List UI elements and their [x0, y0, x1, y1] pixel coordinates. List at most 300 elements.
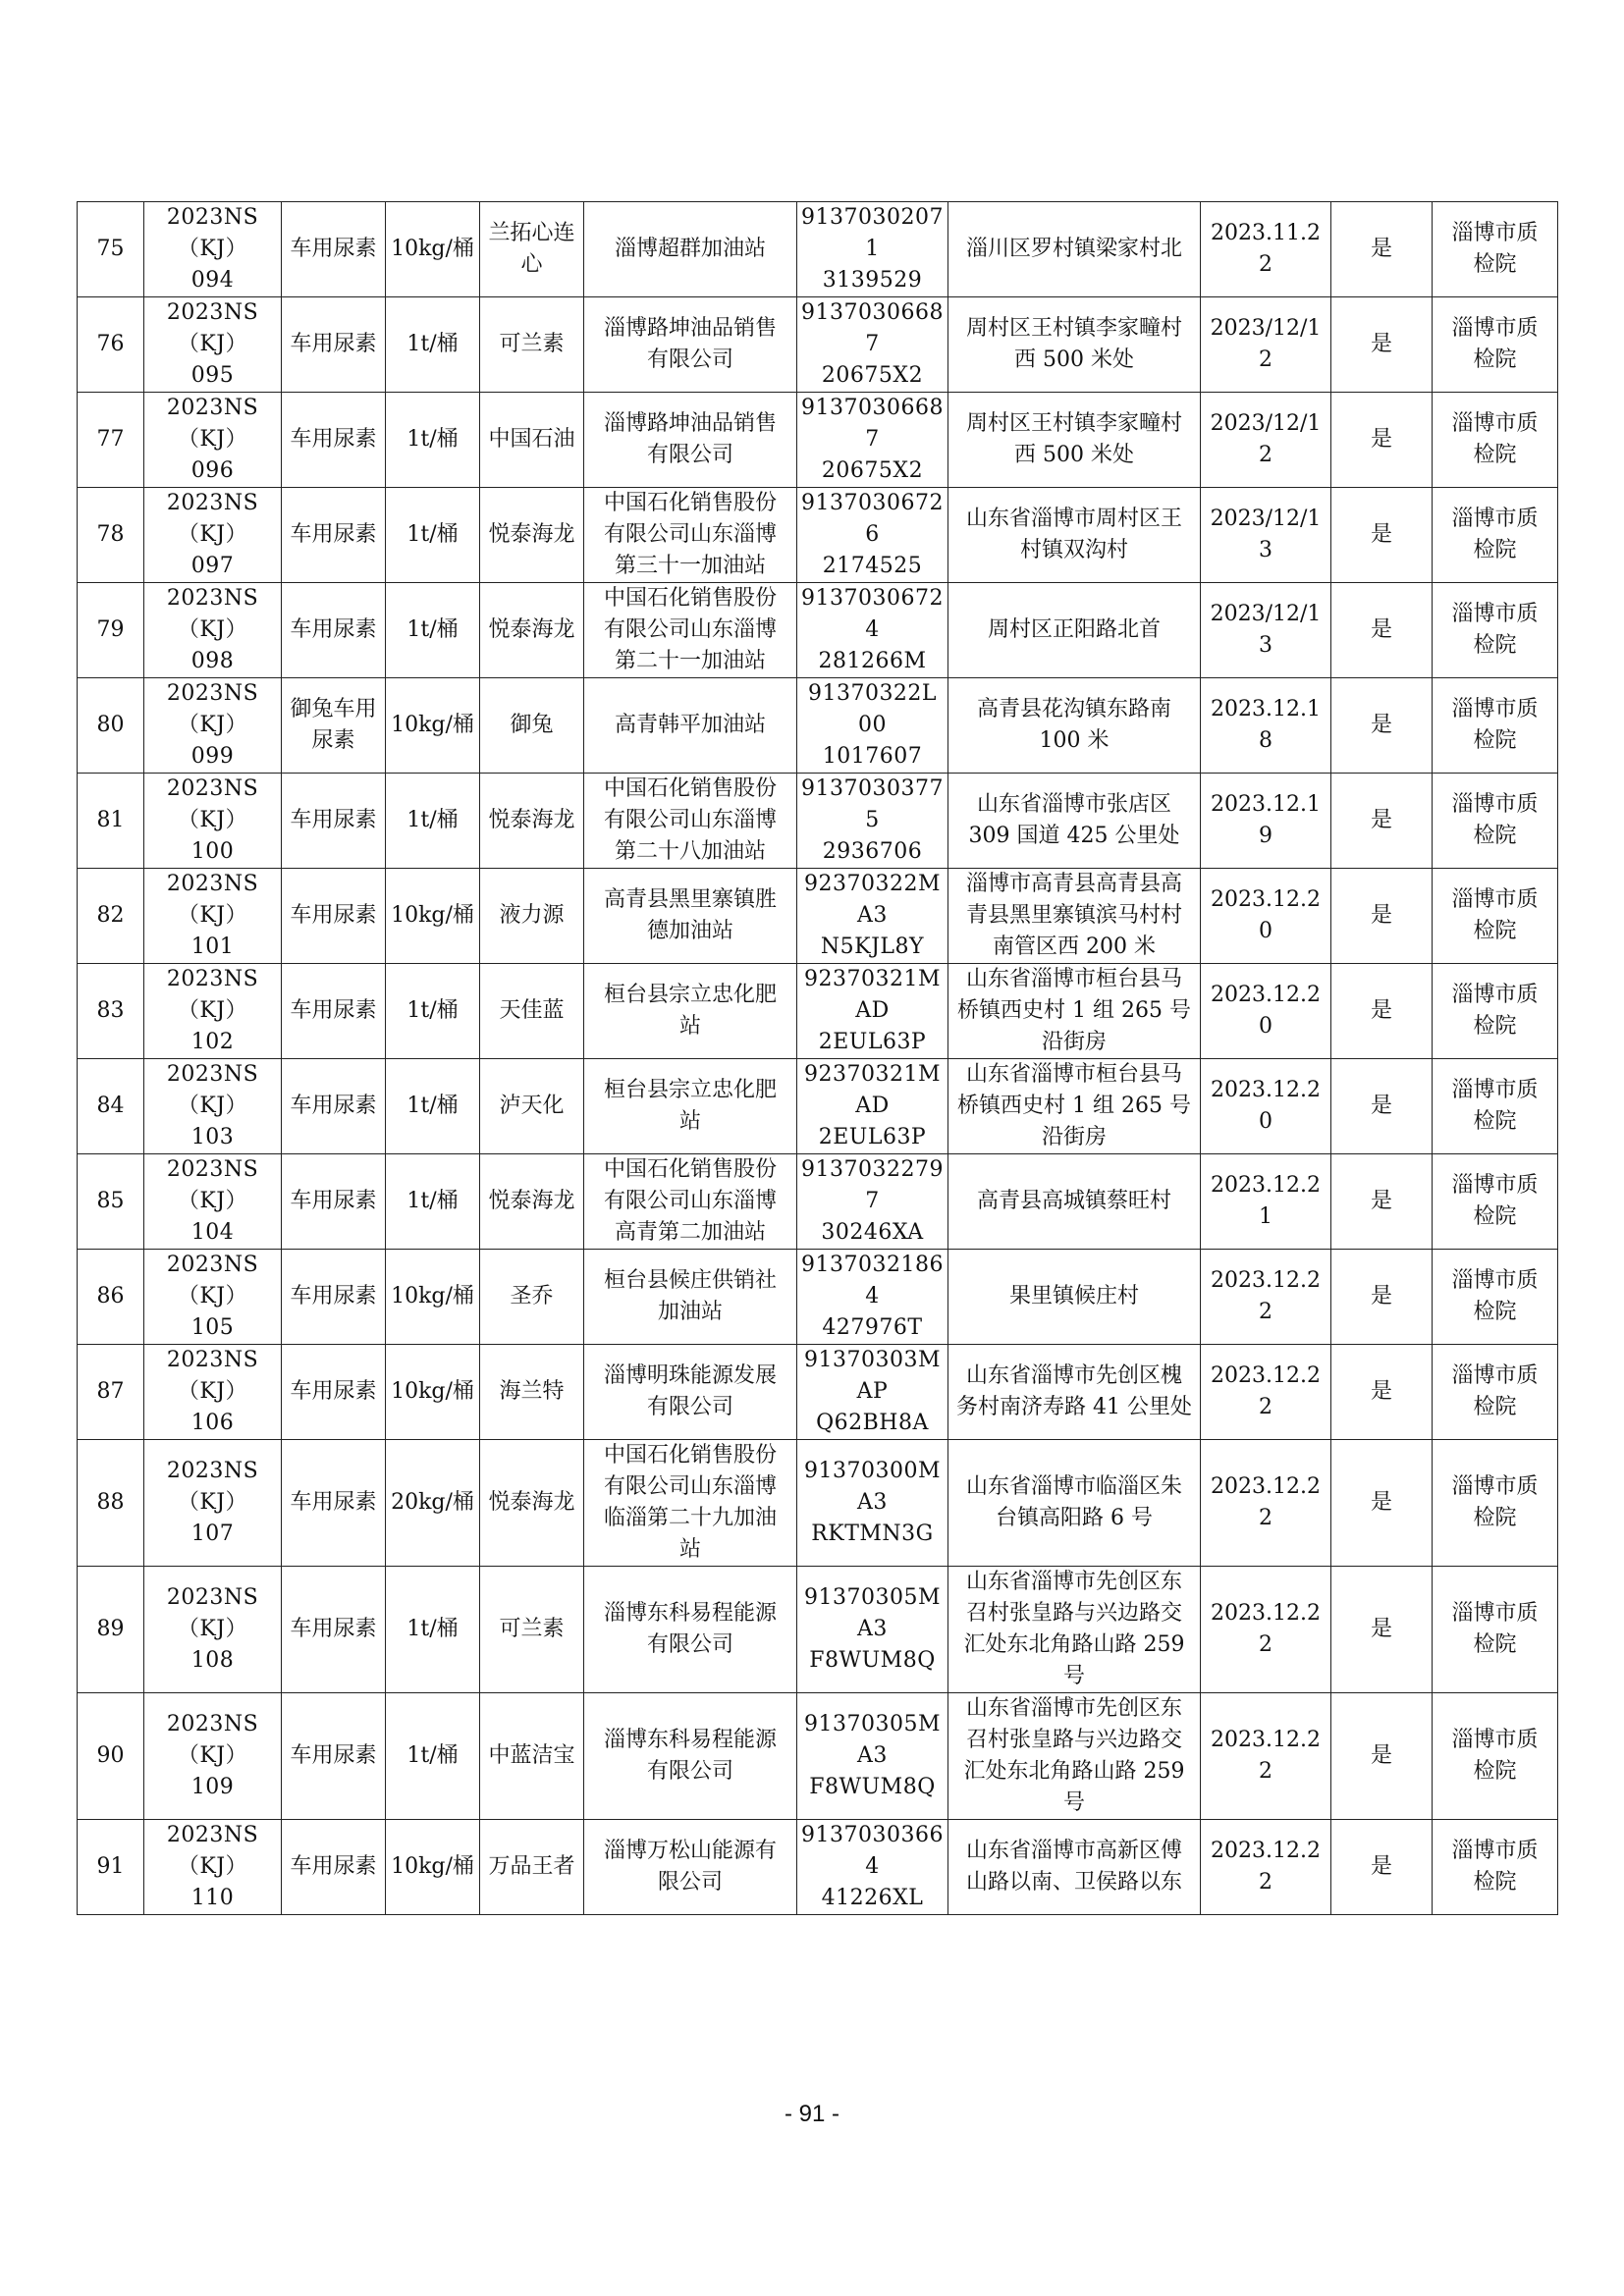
cell-serial-number: 86: [78, 1250, 144, 1345]
cell-sample-code: [144, 1345, 282, 1440]
cell-line: 车用尿素: [290, 1617, 377, 1641]
cell-line: 2023NS（KJ）: [166, 681, 259, 737]
cell-line: 车用尿素: [290, 903, 377, 928]
cell-address: [948, 1820, 1201, 1915]
cell-line: 中国石化销售股份: [603, 776, 777, 801]
cell-agency: [1433, 869, 1558, 964]
cell-qualified: 是: [1331, 1345, 1433, 1440]
cell-line: 检院: [1473, 538, 1517, 562]
cell-line: 098: [190, 649, 235, 673]
cell-sampling-date: 2023/12/12: [1201, 393, 1331, 488]
cell-line: 2023NS（KJ）: [166, 300, 259, 356]
cell-sample-code: [144, 774, 282, 869]
cell-sample-code: [144, 1693, 282, 1820]
cell-line: 山东省淄博市高新区傅: [965, 1839, 1182, 1863]
cell-line: 御兔: [510, 713, 554, 737]
cell-address: [948, 297, 1201, 393]
cell-agency: [1433, 488, 1558, 583]
table-row: [78, 1567, 1558, 1693]
cell-line: 沿街房: [1041, 1125, 1107, 1149]
cell-brand: [480, 393, 584, 488]
cell-line: 100: [190, 839, 235, 864]
cell-product-name: [282, 964, 386, 1059]
cell-line: 91370322L00: [807, 681, 938, 737]
cell-address: [948, 1440, 1201, 1567]
cell-line: 桓台县宗立忠化肥: [603, 983, 777, 1007]
cell-line: 淄博市质: [1451, 697, 1539, 721]
cell-sampling-date: 2023.11.22: [1201, 202, 1331, 297]
cell-line: 天佳蓝: [499, 998, 565, 1023]
cell-line: 泸天化: [499, 1094, 565, 1118]
cell-line: 107: [190, 1522, 235, 1546]
cell-sampling-date: 2023.12.20: [1201, 1059, 1331, 1154]
cell-line: 加油站: [657, 1300, 723, 1324]
cell-line: 淄博路坤油品销售: [603, 411, 777, 436]
cell-line: 检院: [1473, 1014, 1517, 1039]
cell-line: 车用尿素: [290, 1189, 377, 1213]
cell-serial-number: 90: [78, 1693, 144, 1820]
cell-line: 91370306724: [801, 586, 944, 642]
cell-line: 山东省淄博市先创区东: [965, 1696, 1182, 1721]
cell-line: 桥镇西史村 1 组 265 号: [957, 998, 1191, 1023]
cell-sampling-date: 2023.12.22: [1201, 1345, 1331, 1440]
cell-line: 中国石化销售股份: [603, 1443, 777, 1468]
cell-address: [948, 1059, 1201, 1154]
cell-line: 2023NS（KJ）: [166, 1823, 259, 1879]
cell-qualified: 是: [1331, 583, 1433, 678]
cell-line: 淄川区罗村镇梁家村北: [965, 237, 1182, 261]
cell-line: 2023NS（KJ）: [166, 1348, 259, 1404]
table-row: [78, 202, 1558, 297]
cell-line: 91370305MA3: [803, 1712, 941, 1768]
cell-serial-number: 78: [78, 488, 144, 583]
cell-line: 淄博明珠能源发展: [603, 1363, 777, 1388]
cell-line: 099: [190, 744, 235, 769]
cell-product-name: [282, 1820, 386, 1915]
cell-credit-code: [797, 297, 948, 393]
cell-line: 第二十一加油站: [614, 649, 766, 673]
cell-specification: 10kg/桶: [386, 1250, 480, 1345]
cell-brand: [480, 1693, 584, 1820]
cell-line: 悦泰海龙: [488, 1490, 575, 1515]
cell-line: 110: [190, 1886, 235, 1910]
cell-qualified: 是: [1331, 202, 1433, 297]
cell-qualified: 是: [1331, 1059, 1433, 1154]
cell-line: 桓台县宗立忠化肥: [603, 1078, 777, 1102]
cell-line: 92370321MAD: [803, 967, 941, 1023]
cell-line: 淄博市质: [1451, 1728, 1539, 1752]
cell-line: 万品王者: [488, 1854, 575, 1879]
cell-line: 山路以南、卫侯路以东: [965, 1870, 1182, 1895]
cell-line: 高青县黑里寨镇胜: [603, 887, 777, 912]
cell-line: 中国石化销售股份: [603, 1157, 777, 1182]
cell-line: 有限公司: [646, 1395, 733, 1419]
cell-credit-code: [797, 1059, 948, 1154]
cell-line: 可兰素: [499, 1617, 565, 1641]
cell-line: 淄博市质: [1451, 887, 1539, 912]
cell-line: 2023NS（KJ）: [166, 776, 259, 832]
cell-qualified: 是: [1331, 1820, 1433, 1915]
cell-qualified: 是: [1331, 1250, 1433, 1345]
table-row: [78, 488, 1558, 583]
cell-line: 109: [190, 1775, 235, 1799]
cell-credit-code: [797, 488, 948, 583]
cell-line: 务村南济寿路 41 公里处: [956, 1395, 1192, 1419]
cell-line: 淄博市质: [1451, 602, 1539, 626]
cell-sampled-unit: [584, 583, 797, 678]
cell-line: 101: [190, 934, 235, 959]
cell-qualified: 是: [1331, 1440, 1433, 1567]
cell-line: RKTMN3G: [811, 1522, 934, 1546]
cell-line: 车用尿素: [290, 1379, 377, 1404]
cell-sampling-date: 2023.12.22: [1201, 1440, 1331, 1567]
cell-line: 山东省淄博市桓台县马: [965, 967, 1182, 991]
cell-line: 2EUL63P: [818, 1030, 927, 1054]
cell-line: 中国石化销售股份: [603, 586, 777, 611]
cell-line: 91370322797: [801, 1157, 944, 1213]
cell-sampling-date: 2023.12.22: [1201, 1567, 1331, 1693]
cell-credit-code: [797, 869, 948, 964]
cell-line: 中国石油: [488, 427, 575, 452]
cell-line: 有限公司: [646, 1759, 733, 1784]
cell-line: 车用尿素: [290, 427, 377, 452]
cell-line: 100 米: [1039, 728, 1110, 753]
cell-line: 站: [678, 1537, 701, 1562]
cell-credit-code: [797, 1250, 948, 1345]
cell-line: 高青县高城镇蔡旺村: [976, 1189, 1171, 1213]
table-row: [78, 583, 1558, 678]
cell-line: 2936706: [822, 839, 923, 864]
cell-qualified: 是: [1331, 1154, 1433, 1250]
cell-line: 检院: [1473, 252, 1517, 277]
cell-line: 山东省淄博市先创区东: [965, 1570, 1182, 1594]
cell-line: 检院: [1473, 1759, 1517, 1784]
cell-line: 心: [520, 252, 543, 277]
cell-sample-code: [144, 964, 282, 1059]
cell-sampled-unit: [584, 1440, 797, 1567]
cell-line: 2023NS（KJ）: [166, 205, 259, 261]
cell-qualified: 是: [1331, 678, 1433, 774]
cell-address: [948, 1154, 1201, 1250]
table-row: [78, 774, 1558, 869]
cell-line: N5KJL8Y: [820, 934, 925, 959]
cell-line: 1017607: [822, 744, 923, 769]
cell-line: 台镇高阳路 6 号: [996, 1506, 1153, 1530]
cell-line: 限公司: [657, 1870, 723, 1895]
cell-line: 106: [190, 1411, 235, 1435]
cell-line: 高青第二加油站: [614, 1220, 766, 1245]
cell-product-name: [282, 1059, 386, 1154]
page-number: - 91 -: [784, 2101, 839, 2127]
cell-sample-code: [144, 488, 282, 583]
cell-product-name: [282, 1440, 386, 1567]
cell-line: 中国石化销售股份: [603, 491, 777, 515]
cell-address: [948, 393, 1201, 488]
cell-line: 沿街房: [1041, 1030, 1107, 1054]
cell-line: 检院: [1473, 633, 1517, 658]
cell-line: 检院: [1473, 347, 1517, 372]
cell-product-name: [282, 202, 386, 297]
cell-line: 有限公司山东淄博: [603, 617, 777, 642]
cell-brand: [480, 869, 584, 964]
cell-line: 2023NS（KJ）: [166, 1712, 259, 1768]
table-row: [78, 678, 1558, 774]
cell-serial-number: 84: [78, 1059, 144, 1154]
cell-address: [948, 488, 1201, 583]
cell-line: 淄博市质: [1451, 792, 1539, 817]
cell-sampling-date: 2023.12.20: [1201, 964, 1331, 1059]
cell-line: 检院: [1473, 1632, 1517, 1657]
cell-line: 周村区王村镇李家疃村: [965, 316, 1182, 341]
cell-line: 91370303MAP: [803, 1348, 941, 1404]
cell-line: 召村张皇路与兴边路交: [965, 1728, 1182, 1752]
cell-line: 高青县花沟镇东路南: [976, 697, 1171, 721]
cell-line: 山东省淄博市临淄区朱: [965, 1474, 1182, 1499]
cell-brand: [480, 1250, 584, 1345]
cell-serial-number: 75: [78, 202, 144, 297]
cell-address: [948, 869, 1201, 964]
cell-line: 281266M: [818, 649, 927, 673]
cell-line: 中蓝洁宝: [488, 1743, 575, 1768]
cell-sampled-unit: [584, 1693, 797, 1820]
cell-line: 41226XL: [821, 1886, 924, 1910]
cell-line: 91370305MA3: [803, 1585, 941, 1641]
cell-serial-number: 82: [78, 869, 144, 964]
cell-agency: [1433, 297, 1558, 393]
cell-line: 号: [1062, 1790, 1085, 1815]
cell-line: 车用尿素: [290, 237, 377, 261]
cell-line: 2023NS（KJ）: [166, 967, 259, 1023]
table-row: [78, 1693, 1558, 1820]
cell-sampled-unit: [584, 202, 797, 297]
cell-credit-code: [797, 1693, 948, 1820]
cell-sample-code: [144, 583, 282, 678]
cell-qualified: 是: [1331, 393, 1433, 488]
cell-line: 2023NS（KJ）: [166, 1253, 259, 1308]
cell-serial-number: 85: [78, 1154, 144, 1250]
cell-serial-number: 76: [78, 297, 144, 393]
cell-sampled-unit: [584, 869, 797, 964]
cell-address: [948, 1567, 1201, 1693]
cell-line: 91370300MA3: [803, 1459, 941, 1515]
cell-brand: [480, 774, 584, 869]
cell-sampling-date: 2023.12.18: [1201, 678, 1331, 774]
table-body: [78, 202, 1558, 1915]
table-row: [78, 393, 1558, 488]
cell-line: 检院: [1473, 443, 1517, 467]
cell-line: 2023NS（KJ）: [166, 1062, 259, 1118]
cell-sample-code: [144, 1250, 282, 1345]
cell-address: [948, 678, 1201, 774]
cell-line: 车用尿素: [290, 1284, 377, 1308]
cell-sampling-date: 2023.12.22: [1201, 1693, 1331, 1820]
cell-line: 92370322MA3: [803, 872, 941, 928]
cell-brand: [480, 964, 584, 1059]
cell-line: 淄博市高青县高青县高: [965, 872, 1182, 896]
cell-line: 淄博市质: [1451, 507, 1539, 531]
cell-serial-number: 80: [78, 678, 144, 774]
cell-line: 高青韩平加油站: [614, 713, 766, 737]
cell-agency: [1433, 1820, 1558, 1915]
table-row: [78, 1154, 1558, 1250]
cell-qualified: 是: [1331, 297, 1433, 393]
cell-sample-code: [144, 1567, 282, 1693]
cell-line: 可兰素: [499, 332, 565, 356]
cell-line: 液力源: [499, 903, 565, 928]
cell-line: Q62BH8A: [816, 1411, 929, 1435]
cell-line: 有限公司: [646, 347, 733, 372]
cell-brand: [480, 1345, 584, 1440]
cell-agency: [1433, 964, 1558, 1059]
cell-agency: [1433, 1250, 1558, 1345]
cell-specification: 1t/桶: [386, 297, 480, 393]
cell-line: 车用尿素: [290, 522, 377, 547]
table-row: [78, 1345, 1558, 1440]
cell-line: 淄博市质: [1451, 1839, 1539, 1863]
cell-product-name: [282, 583, 386, 678]
cell-serial-number: 88: [78, 1440, 144, 1567]
cell-line: 有限公司山东淄博: [603, 1189, 777, 1213]
cell-line: 2023NS（KJ）: [166, 491, 259, 547]
cell-product-name: [282, 678, 386, 774]
cell-product-name: [282, 297, 386, 393]
cell-agency: [1433, 1345, 1558, 1440]
cell-line: 检院: [1473, 728, 1517, 753]
cell-line: 山东省淄博市先创区槐: [965, 1363, 1182, 1388]
cell-line: 91370302071: [801, 205, 944, 261]
table-row: [78, 1059, 1558, 1154]
cell-serial-number: 87: [78, 1345, 144, 1440]
cell-sampling-date: 2023.12.22: [1201, 1820, 1331, 1915]
cell-line: 108: [190, 1648, 235, 1673]
cell-specification: 1t/桶: [386, 488, 480, 583]
cell-line: 91370306687: [801, 300, 944, 356]
cell-line: 车用尿素: [290, 332, 377, 356]
cell-line: 有限公司山东淄博: [603, 808, 777, 832]
cell-line: 淄博市质: [1451, 1078, 1539, 1102]
cell-sampled-unit: [584, 1345, 797, 1440]
table-row: [78, 1820, 1558, 1915]
cell-line: 检院: [1473, 1395, 1517, 1419]
cell-specification: 1t/桶: [386, 393, 480, 488]
cell-line: 淄博东科易程能源: [603, 1728, 777, 1752]
cell-address: [948, 1250, 1201, 1345]
cell-brand: [480, 1820, 584, 1915]
cell-sampling-date: 2023/12/13: [1201, 583, 1331, 678]
cell-credit-code: [797, 1567, 948, 1693]
inspection-table: [77, 201, 1558, 1915]
cell-credit-code: [797, 1345, 948, 1440]
cell-sampling-date: 2023.12.20: [1201, 869, 1331, 964]
cell-serial-number: 83: [78, 964, 144, 1059]
cell-line: 海兰特: [499, 1379, 565, 1404]
cell-line: 094: [190, 268, 235, 293]
cell-sampled-unit: [584, 774, 797, 869]
cell-line: 南管区西 200 米: [993, 934, 1156, 959]
cell-line: 车用尿素: [290, 617, 377, 642]
cell-line: 淄博市质: [1451, 1268, 1539, 1293]
cell-line: 20675X2: [821, 363, 924, 388]
cell-sample-code: [144, 1440, 282, 1567]
cell-brand: [480, 678, 584, 774]
cell-line: 车用尿素: [290, 1490, 377, 1515]
cell-specification: 10kg/桶: [386, 1820, 480, 1915]
cell-sampling-date: 2023/12/13: [1201, 488, 1331, 583]
cell-agency: [1433, 678, 1558, 774]
cell-line: 淄博市质: [1451, 316, 1539, 341]
cell-line: 兰拓心连: [488, 221, 575, 245]
cell-line: 2023NS（KJ）: [166, 396, 259, 452]
cell-line: 91370321864: [801, 1253, 944, 1308]
cell-serial-number: 79: [78, 583, 144, 678]
cell-line: 西 500 米处: [1014, 347, 1134, 372]
cell-line: 周村区正阳路北首: [987, 617, 1161, 642]
cell-line: 车用尿素: [290, 1094, 377, 1118]
cell-sample-code: [144, 869, 282, 964]
cell-line: 临淄第二十九加油: [603, 1506, 777, 1530]
cell-line: 号: [1062, 1664, 1085, 1688]
cell-credit-code: [797, 583, 948, 678]
cell-line: 汇处东北角路山路 259: [963, 1632, 1185, 1657]
cell-address: [948, 1693, 1201, 1820]
cell-line: 103: [190, 1125, 235, 1149]
cell-credit-code: [797, 678, 948, 774]
cell-agency: [1433, 1693, 1558, 1820]
cell-line: F8WUM8Q: [809, 1775, 936, 1799]
cell-specification: 10kg/桶: [386, 202, 480, 297]
cell-line: 山东省淄博市桓台县马: [965, 1062, 1182, 1087]
cell-serial-number: 77: [78, 393, 144, 488]
cell-sampled-unit: [584, 1567, 797, 1693]
cell-line: 2023NS（KJ）: [166, 586, 259, 642]
cell-specification: 1t/桶: [386, 964, 480, 1059]
cell-line: 91370306687: [801, 396, 944, 452]
cell-specification: 1t/桶: [386, 1693, 480, 1820]
cell-line: 御兔车用: [290, 697, 377, 721]
cell-line: 果里镇候庄村: [1008, 1284, 1139, 1308]
cell-line: 车用尿素: [290, 1854, 377, 1879]
cell-agency: [1433, 583, 1558, 678]
cell-brand: [480, 297, 584, 393]
cell-line: 有限公司山东淄博: [603, 1474, 777, 1499]
cell-qualified: 是: [1331, 1693, 1433, 1820]
cell-line: 91370303775: [801, 776, 944, 832]
cell-sampled-unit: [584, 297, 797, 393]
cell-address: [948, 1345, 1201, 1440]
cell-sample-code: [144, 1820, 282, 1915]
cell-product-name: [282, 1154, 386, 1250]
table-row: [78, 297, 1558, 393]
cell-line: 站: [678, 1014, 701, 1039]
cell-line: 召村张皇路与兴边路交: [965, 1601, 1182, 1626]
cell-line: 检院: [1473, 1870, 1517, 1895]
cell-line: 2023NS（KJ）: [166, 872, 259, 928]
cell-agency: [1433, 1567, 1558, 1693]
cell-credit-code: [797, 1820, 948, 1915]
cell-line: 有限公司山东淄博: [603, 522, 777, 547]
cell-line: 92370321MAD: [803, 1062, 941, 1118]
cell-address: [948, 774, 1201, 869]
cell-line: 车用尿素: [290, 1743, 377, 1768]
cell-sampled-unit: [584, 1820, 797, 1915]
cell-line: 悦泰海龙: [488, 617, 575, 642]
cell-line: 检院: [1473, 1109, 1517, 1134]
cell-line: 096: [190, 458, 235, 483]
cell-agency: [1433, 393, 1558, 488]
cell-brand: [480, 583, 584, 678]
cell-line: 周村区王村镇李家疃村: [965, 411, 1182, 436]
cell-address: [948, 583, 1201, 678]
